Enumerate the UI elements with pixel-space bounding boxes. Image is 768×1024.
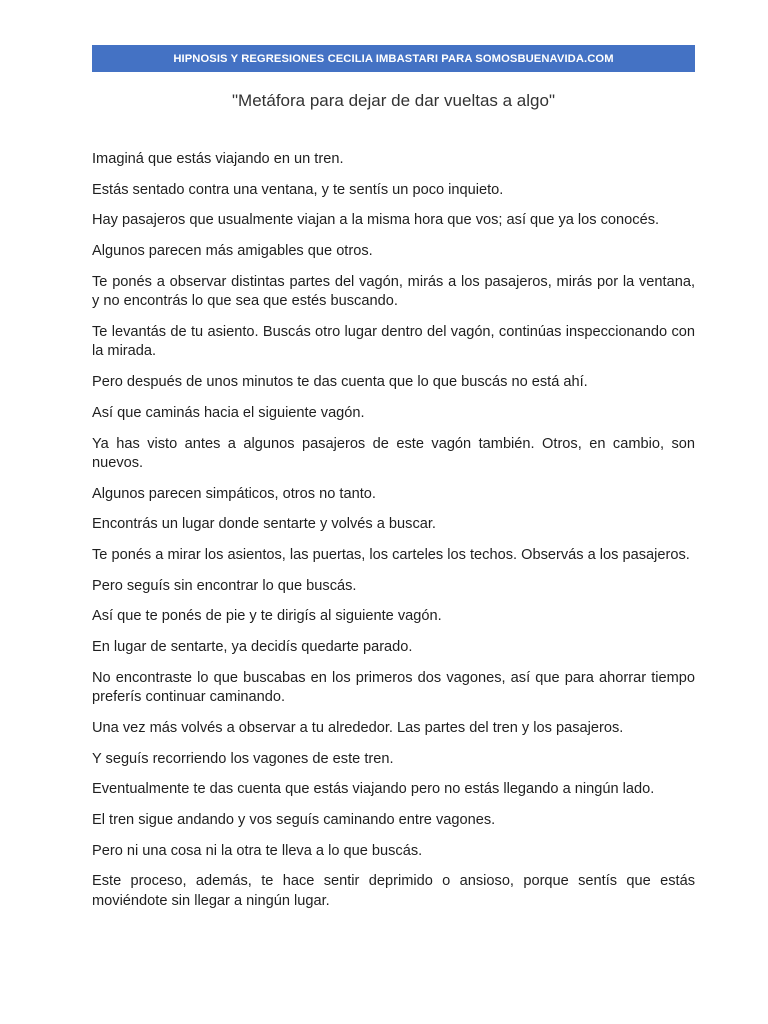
paragraph: Pero ni una cosa ni la otra te lleva a lo que buscás. bbox=[92, 842, 423, 859]
header-banner bbox=[92, 45, 695, 72]
paragraph: Encontrás un lugar donde sentarte y volvés a buscar. bbox=[92, 516, 436, 533]
paragraph: Te ponés a mirar los asientos, las puertas, los carteles los techos. Observás a los pasajeros. bbox=[92, 547, 690, 564]
paragraph: Así que te ponés de pie y te dirigís al siguiente vagón. bbox=[92, 608, 442, 625]
document-title: "Metáfora para dejar de dar vueltas a algo" bbox=[232, 91, 555, 110]
paragraph: Te ponés a observar distintas partes del vagón, mirás a los pasajeros, mirás por la ventana, y no encontrás lo que sea que estés buscando. bbox=[92, 273, 695, 310]
paragraph: Algunos parecen simpáticos, otros no tanto. bbox=[92, 485, 376, 502]
paragraph: Hay pasajeros que usualmente viajan a la misma hora que vos; así que ya los conocés. bbox=[92, 212, 660, 229]
paragraph: Imaginá que estás viajando en un tren. bbox=[92, 151, 344, 167]
paragraph: Eventualmente te das cuenta que estás viajando pero no estás llegando a ningún lado. bbox=[92, 781, 655, 798]
header-text: HIPNOSIS Y REGRESIONES CECILIA IMBASTARI PARA SOMOSBUENAVIDA.COM bbox=[173, 52, 614, 65]
paragraph: Algunos parecen más amigables que otros. bbox=[92, 243, 373, 260]
paragraph: Pero después de unos minutos te das cuenta que lo que buscás no está ahí. bbox=[92, 374, 588, 391]
paragraph: Este proceso, además, te hace sentir deprimido o ansioso, porque sentís que estás moviéndote sin llegar a ningún lugar. bbox=[92, 873, 695, 909]
paragraph: Así que caminás hacia el siguiente vagón. bbox=[92, 404, 365, 421]
paragraph: Y seguís recorriendo los vagones de este tren. bbox=[92, 750, 394, 767]
paragraph: Pero seguís sin encontrar lo que buscás. bbox=[92, 577, 357, 594]
paragraph: No encontraste lo que buscabas en los primeros dos vagones, así que para ahorrar tiempo preferís continuar caminando. bbox=[92, 669, 695, 706]
paragraph: Estás sentado contra una ventana, y te sentís un poco inquieto. bbox=[92, 181, 504, 198]
paragraph: El tren sigue andando y vos seguís caminando entre vagones. bbox=[92, 812, 496, 829]
paragraph: Ya has visto antes a algunos pasajeros de este vagón también. Otros, en cambio, son nuevos. bbox=[92, 435, 695, 471]
paragraph: Te levantás de tu asiento. Buscás otro lugar dentro del vagón, continúas inspeccionando con la mirada. bbox=[92, 323, 695, 360]
paragraph: En lugar de sentarte, ya decidís quedarte parado. bbox=[92, 639, 413, 656]
document-body bbox=[92, 150, 695, 923]
paragraph: Una vez más volvés a observar a tu alrededor. Las partes del tren y los pasajeros. bbox=[92, 720, 624, 736]
